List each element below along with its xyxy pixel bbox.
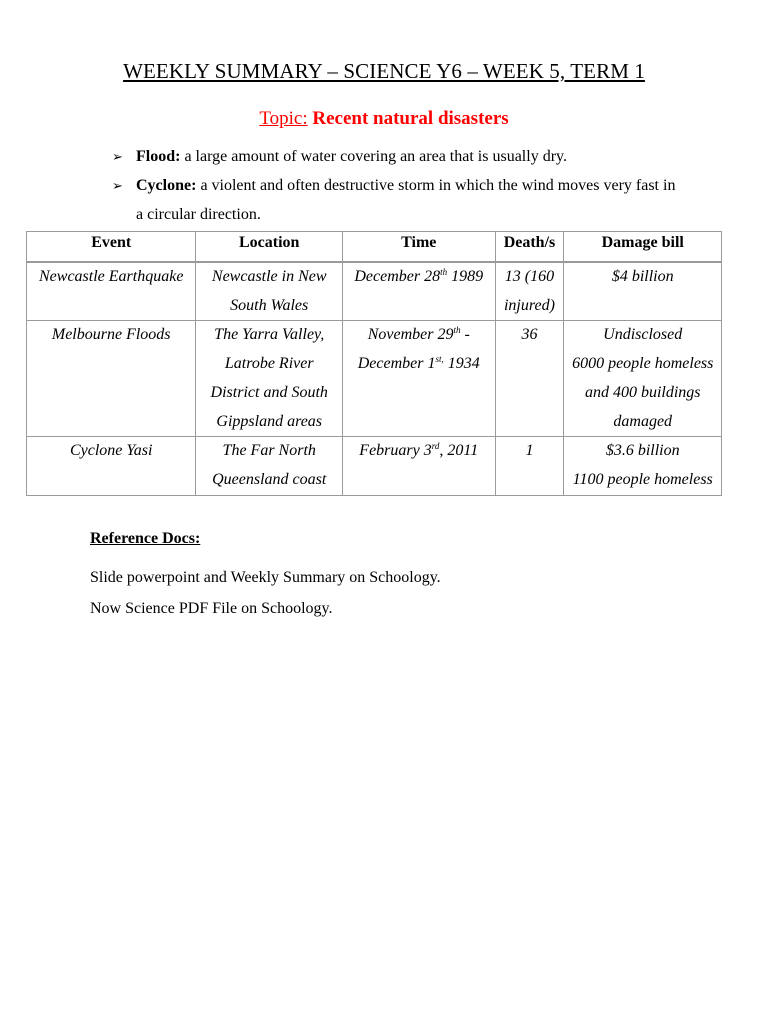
reference-line: Now Science PDF File on Schoology. [90, 600, 333, 617]
time-text: December 1 [357, 355, 436, 373]
event-cell: Cyclone Yasi [27, 437, 196, 495]
column-header: Death/s [495, 232, 564, 263]
damage-cell [564, 437, 722, 495]
arrowhead-bullet-icon: ➢ [112, 178, 123, 193]
time-cell [343, 437, 495, 495]
column-header: Location [196, 232, 343, 263]
time-cell [343, 262, 495, 321]
column-header: Event [27, 232, 196, 263]
arrowhead-bullet-icon: ➢ [112, 149, 123, 164]
definition-term: Cyclone: [136, 177, 197, 194]
column-header: Time [343, 232, 495, 263]
time-text: February 3 [359, 442, 432, 460]
damage-line: $4 billion [611, 268, 674, 285]
time-suffix: rd [431, 441, 440, 452]
time-text: 1934 [443, 355, 480, 373]
reference-line: Slide powerpoint and Weekly Summary on Schoology. [90, 569, 441, 586]
topic-label: Topic: [259, 108, 308, 129]
page-title: WEEKLY SUMMARY – SCIENCE Y6 – WEEK 5, TERM 1 [123, 59, 645, 83]
disasters-table [26, 231, 722, 496]
damage-line: 1100 people homeless [572, 470, 713, 488]
time-suffix: st, [435, 354, 444, 365]
reference-heading: Reference Docs: [90, 530, 201, 547]
definition-item-flood [112, 142, 682, 171]
time-suffix: th [440, 267, 448, 277]
location-cell: The Yarra Valley, Latrobe River District and South Gippsland areas [196, 321, 343, 437]
definition-list [112, 142, 682, 229]
damage-cell [564, 262, 722, 321]
location-cell: The Far North Queensland coast [196, 437, 343, 495]
time-cell [343, 321, 495, 437]
topic-line [0, 108, 768, 130]
definition-term: Flood: [136, 148, 181, 165]
time-text: - [460, 326, 470, 344]
deaths-cell: 13 (160 injured) [495, 262, 564, 321]
damage-cell [564, 321, 722, 437]
time-text: 1989 [447, 268, 484, 285]
definition-item-cyclone [112, 171, 682, 229]
table-row [27, 262, 722, 321]
time-suffix: th [453, 325, 461, 336]
time-text: November 29 [367, 326, 454, 344]
damage-line: 6000 people homeless and 400 buildings damaged [572, 355, 714, 430]
column-header: Damage bill [564, 232, 722, 263]
damage-line: Undisclosed [603, 326, 683, 344]
damage-line: $3.6 billion [605, 442, 680, 460]
definition-text: a violent and often destructive storm in which the wind moves very fast in a circular direction. [136, 177, 676, 223]
table-row [27, 321, 722, 437]
table-header-row [27, 232, 722, 263]
time-text: December 28 [354, 268, 441, 285]
event-cell: Newcastle Earthquake [27, 262, 196, 321]
time-text: , 2011 [439, 442, 479, 460]
table-row [27, 437, 722, 495]
event-cell: Melbourne Floods [27, 321, 196, 437]
definition-text: a large amount of water covering an area that is usually dry. [180, 148, 567, 165]
deaths-cell: 1 [495, 437, 564, 495]
location-cell: Newcastle in New South Wales [196, 262, 343, 321]
deaths-cell: 36 [495, 321, 564, 437]
topic-value: Recent natural disasters [312, 108, 509, 129]
